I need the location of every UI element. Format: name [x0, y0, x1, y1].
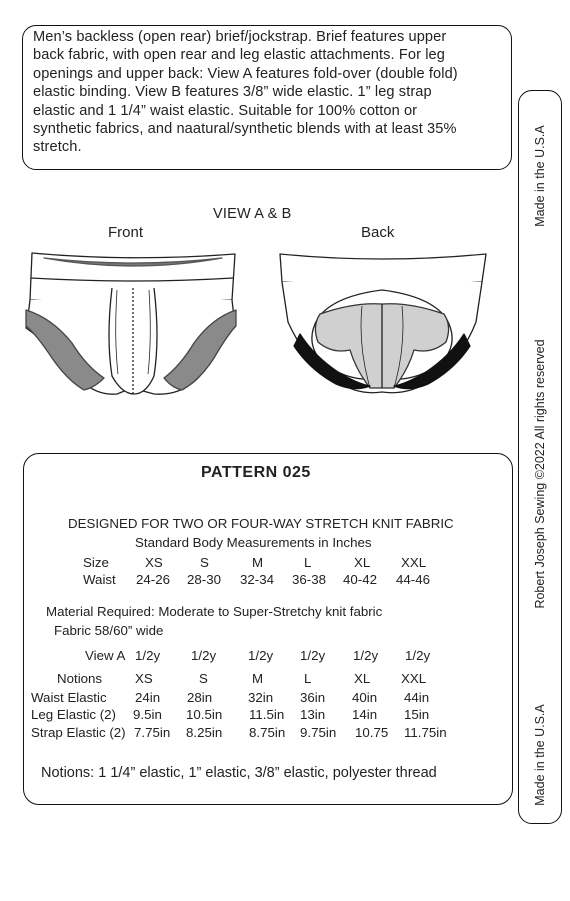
strap-elastic-cell: 9.75in: [300, 725, 337, 740]
view-a-label: View A: [85, 648, 126, 663]
fabric-width-text: Fabric 58/60” wide: [54, 623, 164, 638]
notions-label: Notions: [57, 671, 103, 686]
back-brief-illustration: [274, 250, 490, 398]
waist-elastic-cell: 28in: [187, 690, 213, 705]
leg-elastic-cell: 14in: [352, 707, 378, 722]
strap-elastic-cell: 8.25in: [186, 725, 223, 740]
leg-elastic-label: Leg Elastic (2): [31, 707, 116, 722]
waist-cell: 32-34: [240, 572, 275, 587]
notion-size-cell: XS: [135, 671, 153, 686]
description-box: [22, 25, 512, 170]
waist-cell: 40-42: [343, 572, 378, 587]
front-label: Front: [108, 224, 144, 241]
waist-cell: 36-38: [292, 572, 327, 587]
waist-cell: 28-30: [187, 572, 222, 587]
description-line: elastic and 1 1/4” waist elastic. Suitable for 100% cotton or: [33, 102, 418, 119]
strap-elastic-cell: 8.75in: [249, 725, 286, 740]
size-cell: XL: [354, 555, 371, 570]
leg-elastic-cell: 13in: [300, 707, 326, 722]
made-in-usa-top: Made in the U.S.A: [533, 125, 547, 227]
description-line: Men’s backless (open rear) brief/jockstrap. Brief features upper: [33, 29, 447, 45]
waist-label: Waist: [83, 572, 116, 587]
leg-elastic-cell: 15in: [404, 707, 430, 722]
description-line: back fabric, with open rear and leg elastic attachments. For leg: [33, 47, 445, 64]
waist-elastic-label: Waist Elastic: [31, 690, 107, 705]
view-a-cell: 1/2y: [300, 648, 326, 663]
view-a-cell: 1/2y: [135, 648, 161, 663]
size-cell: M: [252, 555, 264, 570]
waist-elastic-cell: 36in: [300, 690, 326, 705]
view-title: VIEW A & B: [213, 206, 292, 222]
leg-elastic-cell: 11.5in: [249, 707, 285, 722]
notion-size-cell: L: [304, 671, 312, 686]
size-cell: XXL: [401, 555, 427, 570]
leg-elastic-cell: 9.5in: [133, 707, 162, 722]
strap-elastic-cell: 7.75in: [134, 725, 171, 740]
notion-size-cell: S: [199, 671, 208, 686]
notions-footer: Notions: 1 1/4” elastic, 1” elastic, 3/8” elastic, polyester thread: [41, 765, 437, 781]
description-line: stretch.: [33, 139, 82, 156]
strap-elastic-cell: 10.75: [355, 725, 389, 740]
size-label: Size: [83, 555, 109, 570]
waist-elastic-cell: 44in: [404, 690, 430, 705]
made-in-usa-bottom: Made in the U.S.A: [533, 704, 547, 806]
view-a-cell: 1/2y: [191, 648, 217, 663]
material-text: Material Required: Moderate to Super-Stretchy knit fabric: [46, 604, 383, 619]
waist-elastic-cell: 32in: [248, 690, 274, 705]
back-label: Back: [361, 224, 395, 241]
view-a-cell: 1/2y: [405, 648, 431, 663]
notion-size-cell: M: [252, 671, 264, 686]
strap-elastic-cell: 11.75in: [404, 725, 447, 740]
copyright-text: Robert Joseph Sewing ©2022 All rights reserved: [533, 339, 547, 609]
pattern-title: PATTERN 025: [201, 464, 311, 481]
body-measurements-title: Standard Body Measurements in Inches: [135, 535, 372, 550]
view-a-cell: 1/2y: [248, 648, 274, 663]
waist-elastic-cell: 24in: [135, 690, 161, 705]
waist-elastic-cell: 40in: [352, 690, 378, 705]
size-cell: L: [304, 555, 312, 570]
size-cell: XS: [145, 555, 163, 570]
description-line: openings and upper back: View A features fold-over (double fold): [33, 65, 458, 82]
size-cell: S: [200, 555, 209, 570]
view-a-cell: 1/2y: [353, 648, 379, 663]
waist-cell: 24-26: [136, 572, 171, 587]
front-brief-illustration: [22, 248, 240, 398]
description-line: elastic binding. View B features 3/8” wide elastic. 1” leg strap: [33, 84, 432, 101]
notion-size-cell: XL: [354, 671, 371, 686]
leg-elastic-cell: 10.5in: [186, 707, 223, 722]
designed-for-text: DESIGNED FOR TWO OR FOUR-WAY STRETCH KNIT FABRIC: [68, 516, 454, 531]
waist-cell: 44-46: [396, 572, 431, 587]
description-line: synthetic fabrics, and naatural/synthetic blends with at least 35%: [33, 121, 457, 138]
notion-size-cell: XXL: [401, 671, 427, 686]
strap-elastic-label: Strap Elastic (2): [31, 725, 126, 740]
